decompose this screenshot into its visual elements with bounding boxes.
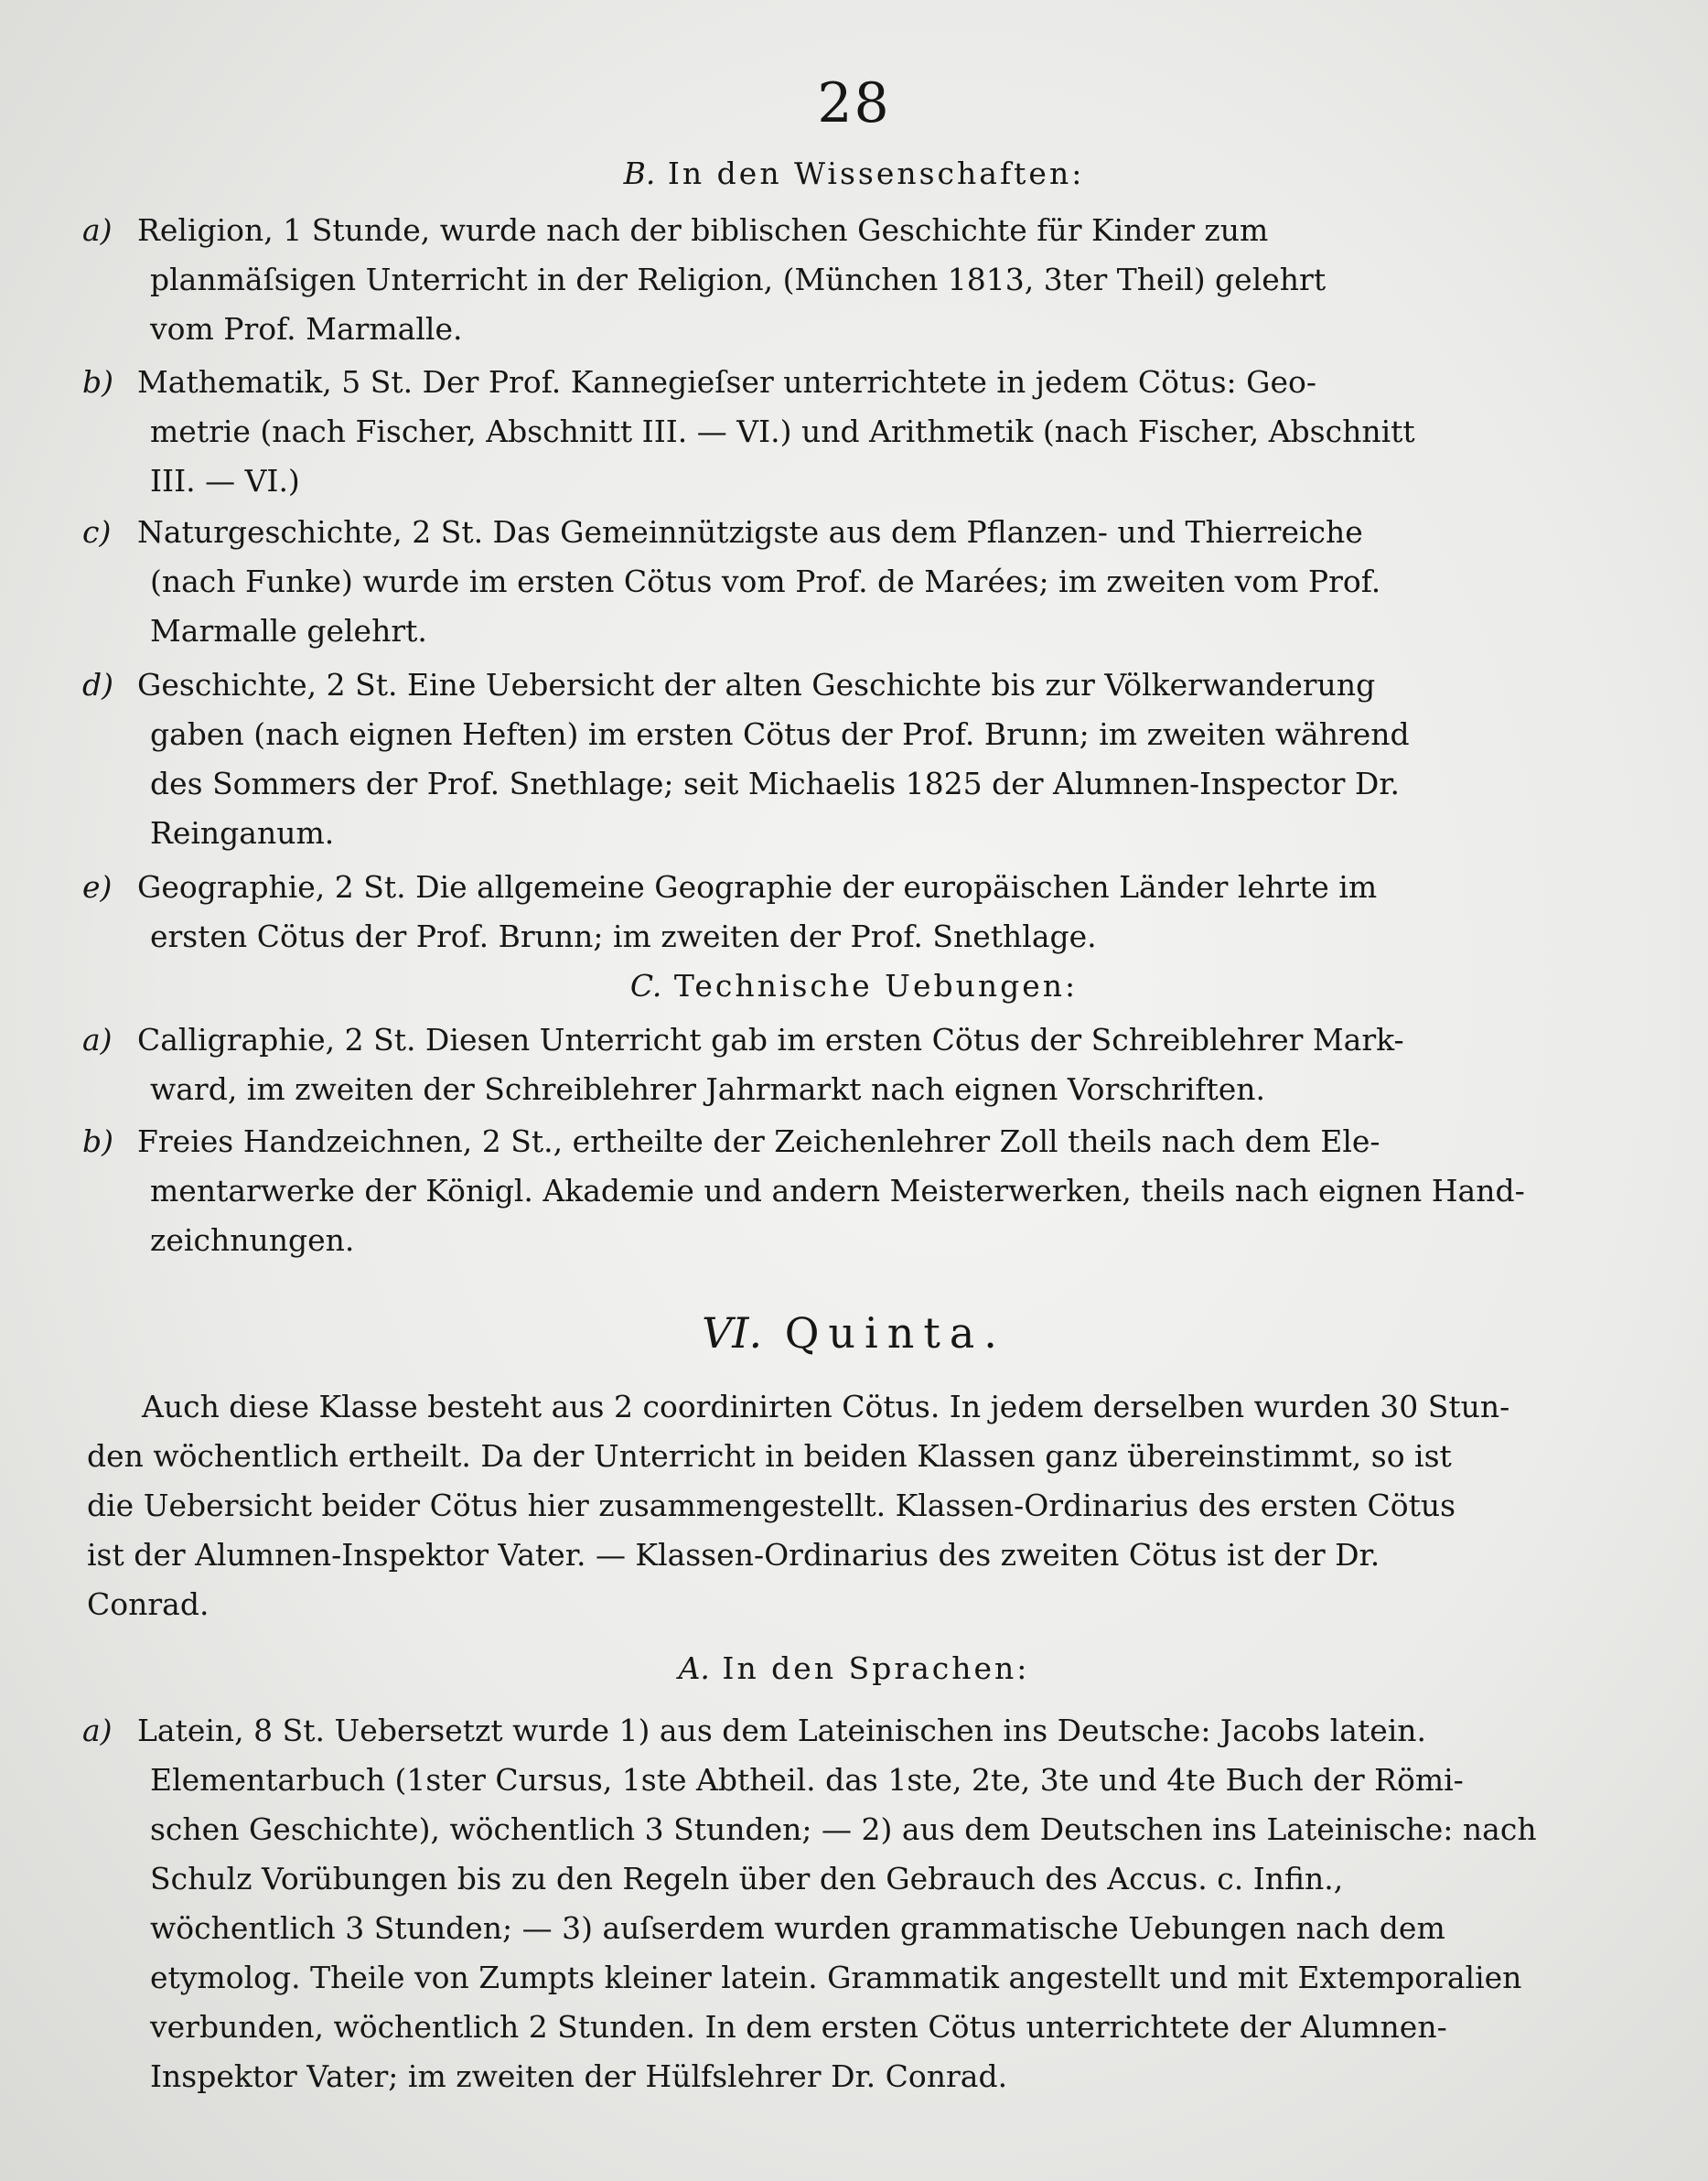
entry-mark: c) <box>82 514 112 550</box>
entry-line: Geographie, 2 St. Die allgemeine Geographie der europäischen Länder lehrte im <box>137 869 1378 905</box>
entry-line: gaben (nach eignen Heften) im ersten Cötus der Prof. Brunn; im zweiten während <box>150 716 1410 752</box>
section-c-heading <box>0 968 1708 1004</box>
entry-line: Calligraphie, 2 St. Diesen Unterricht gab im ersten Cötus der Schreiblehrer Mark- <box>137 1022 1404 1058</box>
section-vi-numeral: VI. <box>702 1308 763 1358</box>
paragraph-line: den wöchentlich ertheilt. Da der Unterricht in beiden Klassen ganz übereinstimmt, so ist <box>87 1438 1452 1474</box>
entry-line: Geschichte, 2 St. Eine Uebersicht der alten Geschichte bis zur Völkerwanderung <box>137 667 1376 703</box>
paragraph-line: Auch diese Klasse besteht aus 2 coordinirten Cötus. In jedem derselben wurden 30 Stun- <box>142 1389 1510 1424</box>
section-a-heading <box>0 1650 1708 1686</box>
section-a-letter: A. <box>678 1650 710 1686</box>
entry-mark: a) <box>82 1713 113 1748</box>
entry-line: Naturgeschichte, 2 St. Das Gemeinnützigste aus dem Pflanzen- und Thierreiche <box>137 514 1363 550</box>
paragraph-line: die Uebersicht beider Cötus hier zusammengestellt. Klassen-Ordinarius des ersten Cötus <box>87 1488 1456 1523</box>
entry-line: Inspektor Vater; im zweiten der Hülfslehrer Dr. Conrad. <box>150 2058 1008 2094</box>
entry-mark: b) <box>82 364 113 400</box>
entry-line: Mathematik, 5 St. Der Prof. Kannegieſser unterrichtete in jedem Cötus: Geo- <box>137 364 1317 400</box>
entry-line: vom Prof. Marmalle. <box>150 311 463 347</box>
entry-line: mentarwerke der Königl. Akademie und andern Meisterwerken, theils nach eignen Hand- <box>150 1173 1525 1209</box>
entry-line: Freies Handzeichnen, 2 St., ertheilte der Zeichenlehrer Zoll theils nach dem Ele- <box>137 1123 1380 1159</box>
entry-line: (nach Funke) wurde im ersten Cötus vom Prof. de Marées; im zweiten vom Prof. <box>150 564 1381 599</box>
entry-line: Latein, 8 St. Uebersetzt wurde 1) aus dem Lateinischen ins Deutsche: Jacobs latein. <box>137 1713 1427 1748</box>
entry-mark: a) <box>82 212 113 248</box>
entry-line: Marmalle gelehrt. <box>150 613 427 649</box>
paragraph-line: ist der Alumnen-Inspektor Vater. — Klassen-Ordinarius des zweiten Cötus ist der Dr. <box>87 1537 1380 1573</box>
entry-line: Elementarbuch (1ster Cursus, 1ste Abtheil. das 1ste, 2te, 3te und 4te Buch der Römi- <box>150 1762 1464 1798</box>
entry-mark: b) <box>82 1123 113 1159</box>
section-vi-title: Quinta. <box>784 1308 1006 1358</box>
entry-line: ward, im zweiten der Schreiblehrer Jahrmarkt nach eignen Vorschriften. <box>150 1071 1266 1107</box>
entry-line: Religion, 1 Stunde, wurde nach der biblischen Geschichte für Kinder zum <box>137 212 1269 248</box>
entry-line: planmäſsigen Unterricht in der Religion, (München 1813, 3ter Theil) gelehrt <box>150 262 1327 297</box>
entry-line: wöchentlich 3 Stunden; — 3) auſserdem wurden grammatische Uebungen nach dem <box>150 1910 1445 1946</box>
entry-mark: d) <box>82 667 113 703</box>
entry-mark: a) <box>82 1022 113 1058</box>
entry-line: zeichnungen. <box>150 1222 355 1258</box>
paragraph-line: Conrad. <box>87 1586 209 1622</box>
entry-line: etymolog. Theile von Zumpts kleiner latein. Grammatik angestellt und mit Extemporalien <box>150 1960 1522 1995</box>
section-b-heading <box>0 156 1708 191</box>
entry-line: ersten Cötus der Prof. Brunn; im zweiten der Prof. Snethlage. <box>150 919 1097 954</box>
section-c-title: Technische Uebungen: <box>673 968 1079 1004</box>
entry-line: Schulz Vorübungen bis zu den Regeln über den Gebrauch des Accus. c. Infin., <box>150 1861 1344 1896</box>
entry-mark: e) <box>82 869 113 905</box>
entry-line: III. — VI.) <box>150 463 300 499</box>
section-b-letter: B. <box>623 156 656 191</box>
entry-line: verbunden, wöchentlich 2 Stunden. In dem ersten Cötus unterrichtete der Alumnen- <box>150 2009 1447 2045</box>
page-number: 28 <box>817 71 891 135</box>
section-vi-heading <box>0 1308 1708 1358</box>
entry-line: Reinganum. <box>150 815 335 851</box>
section-b-title: In den Wissenschaften: <box>667 156 1085 191</box>
entry-line: des Sommers der Prof. Snethlage; seit Michaelis 1825 der Alumnen-Inspector Dr. <box>150 766 1400 801</box>
entry-line: metrie (nach Fischer, Abschnitt III. — VI.) und Arithmetik (nach Fischer, Abschnitt <box>150 414 1415 449</box>
section-a-title: In den Sprachen: <box>722 1650 1030 1686</box>
section-c-letter: C. <box>629 968 662 1004</box>
entry-line: schen Geschichte), wöchentlich 3 Stunden; — 2) aus dem Deutschen ins Lateinische: nach <box>150 1811 1537 1847</box>
